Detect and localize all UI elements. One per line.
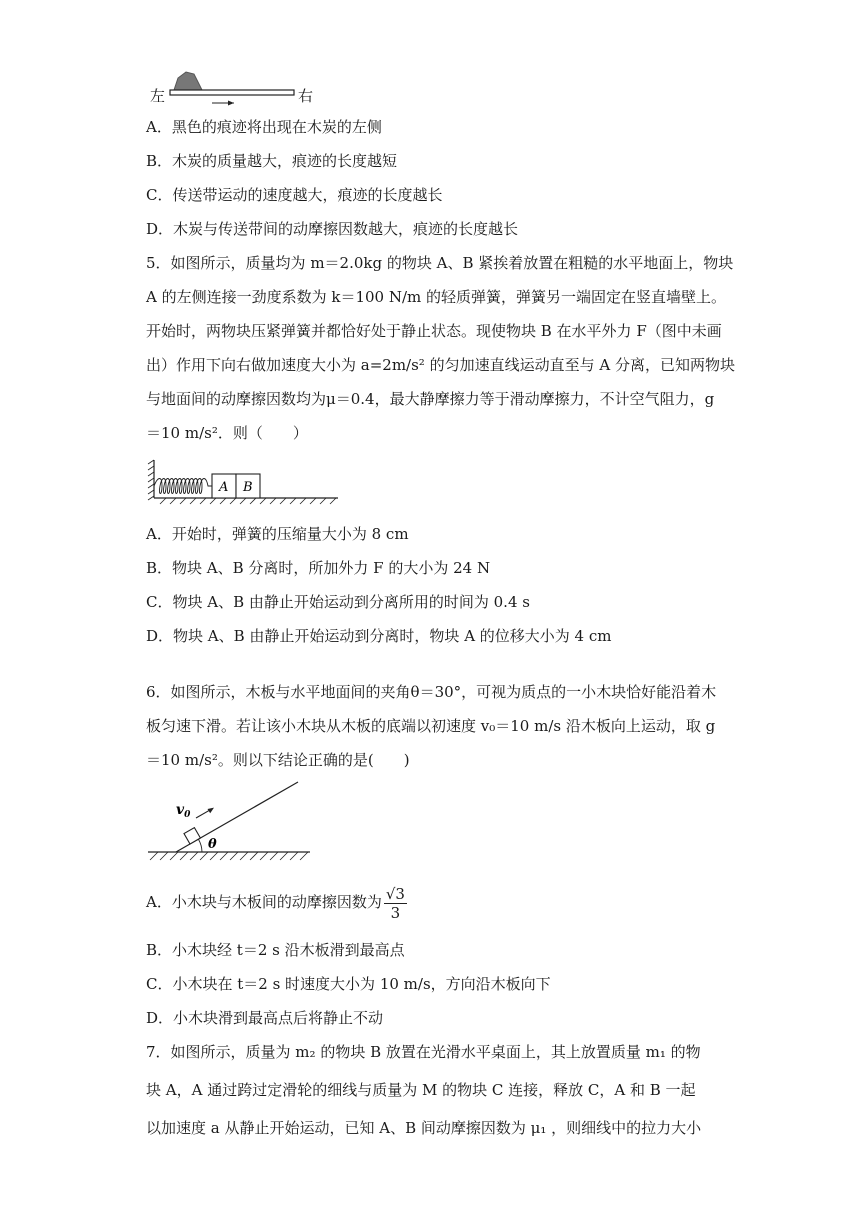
- q4-option-c: C．传送带运动的速度越大，痕迹的长度越长: [146, 186, 443, 204]
- q4-option-d: D．木炭与传送带间的动摩擦因数越大，痕迹的长度越长: [146, 220, 519, 238]
- q6-stem-line-3: ＝10 m/s²。则以下结论正确的是( ): [146, 751, 410, 769]
- q5-stem-line-6: ＝10 m/s²．则（ ）: [146, 424, 308, 442]
- fraction-denominator: 3: [390, 903, 401, 922]
- q5-option-c: C．物块 A、B 由静止开始运动到分离所用的时间为 0.4 s: [146, 593, 530, 611]
- incline-figure: [146, 774, 316, 866]
- block-b-label: B: [243, 480, 253, 495]
- spring: [154, 479, 212, 494]
- q4-option-a: A．黑色的痕迹将出现在木炭的左侧: [146, 118, 382, 136]
- charcoal-block: [174, 72, 202, 90]
- q6-stem-line-1: 6．如图所示，木板与水平地面间的夹角θ＝30°，可视为质点的一小木块恰好能沿着木: [146, 683, 717, 701]
- conveyor-belt-figure: [140, 66, 320, 110]
- q6-stem-line-2: 板匀速下滑。若让该小木块从木板的底端以初速度 v₀＝10 m/s 沿木板向上运动，取 g: [146, 717, 716, 735]
- q5-option-b: B．物块 A、B 分离时，所加外力 F 的大小为 24 N: [146, 559, 491, 577]
- angle-arc: [199, 839, 203, 852]
- q5-stem-line-4: 出）作用下向右做加速度大小为 a=2m/s² 的匀加速直线运动直至与 A 分离，已知两物块: [146, 356, 735, 374]
- fig1-left-label: 左: [150, 87, 166, 105]
- fig1-right-label: 右: [298, 87, 314, 105]
- q6-option-a: [146, 880, 407, 924]
- sqrt3-over-3-fraction: [384, 885, 407, 922]
- q6-option-a-text: A．小木块与木板间的动摩擦因数为: [146, 893, 382, 911]
- small-block: [184, 828, 200, 844]
- block-a-label: A: [219, 480, 229, 495]
- q6-option-b: B．小木块经 t＝2 s 沿木板滑到最高点: [146, 941, 405, 959]
- q6-option-c: C．小木块在 t＝2 s 时速度大小为 10 m/s，方向沿木板向下: [146, 975, 551, 993]
- q7-stem-line-2: 块 A，A 通过跨过定滑轮的细线与质量为 M 的物块 C 连接，释放 C，A 和 B 一起: [146, 1081, 696, 1099]
- q7-stem-line-3: 以加速度 a 从静止开始运动，已知 A、B 间动摩擦因数为 μ₁ ，则细线中的拉力大小: [146, 1119, 702, 1137]
- q7-stem-line-1: 7．如图所示，质量为 m₂ 的物块 B 放置在光滑水平桌面上，其上放置质量 m₁ 的物: [146, 1043, 701, 1061]
- q5-stem-line-1: 5．如图所示，质量均为 m＝2.0kg 的物块 A、B 紧挨着放置在粗糙的水平地面上，物块: [146, 254, 734, 272]
- q5-stem-line-5: 与地面间的动摩擦因数均为μ＝0.4，最大静摩擦力等于滑动摩擦力，不计空气阻力，g: [146, 390, 715, 408]
- belt-line: [170, 90, 294, 95]
- theta-label: θ: [208, 837, 217, 852]
- fraction-numerator: √3: [385, 884, 405, 903]
- q6-option-d: D．小木块滑到最高点后将静止不动: [146, 1009, 384, 1027]
- q5-stem-line-2: A 的左侧连接一劲度系数为 k＝100 N/m 的轻质弹簧，弹簧另一端固定在竖直墙壁上。: [146, 288, 727, 306]
- q5-option-a: A．开始时，弹簧的压缩量大小为 8 cm: [146, 525, 409, 543]
- q4-option-b: B．木炭的质量越大，痕迹的长度越短: [146, 152, 398, 170]
- v0-label: $v_0$: [176, 802, 191, 820]
- spring-blocks-figure: [146, 454, 346, 508]
- q5-option-d: D．物块 A、B 由静止开始运动到分离时，物块 A 的位移大小为 4 cm: [146, 627, 612, 645]
- q5-stem-line-3: 开始时，两物块压紧弹簧并都恰好处于静止状态。现使物块 B 在水平外力 F（图中未画: [146, 322, 722, 340]
